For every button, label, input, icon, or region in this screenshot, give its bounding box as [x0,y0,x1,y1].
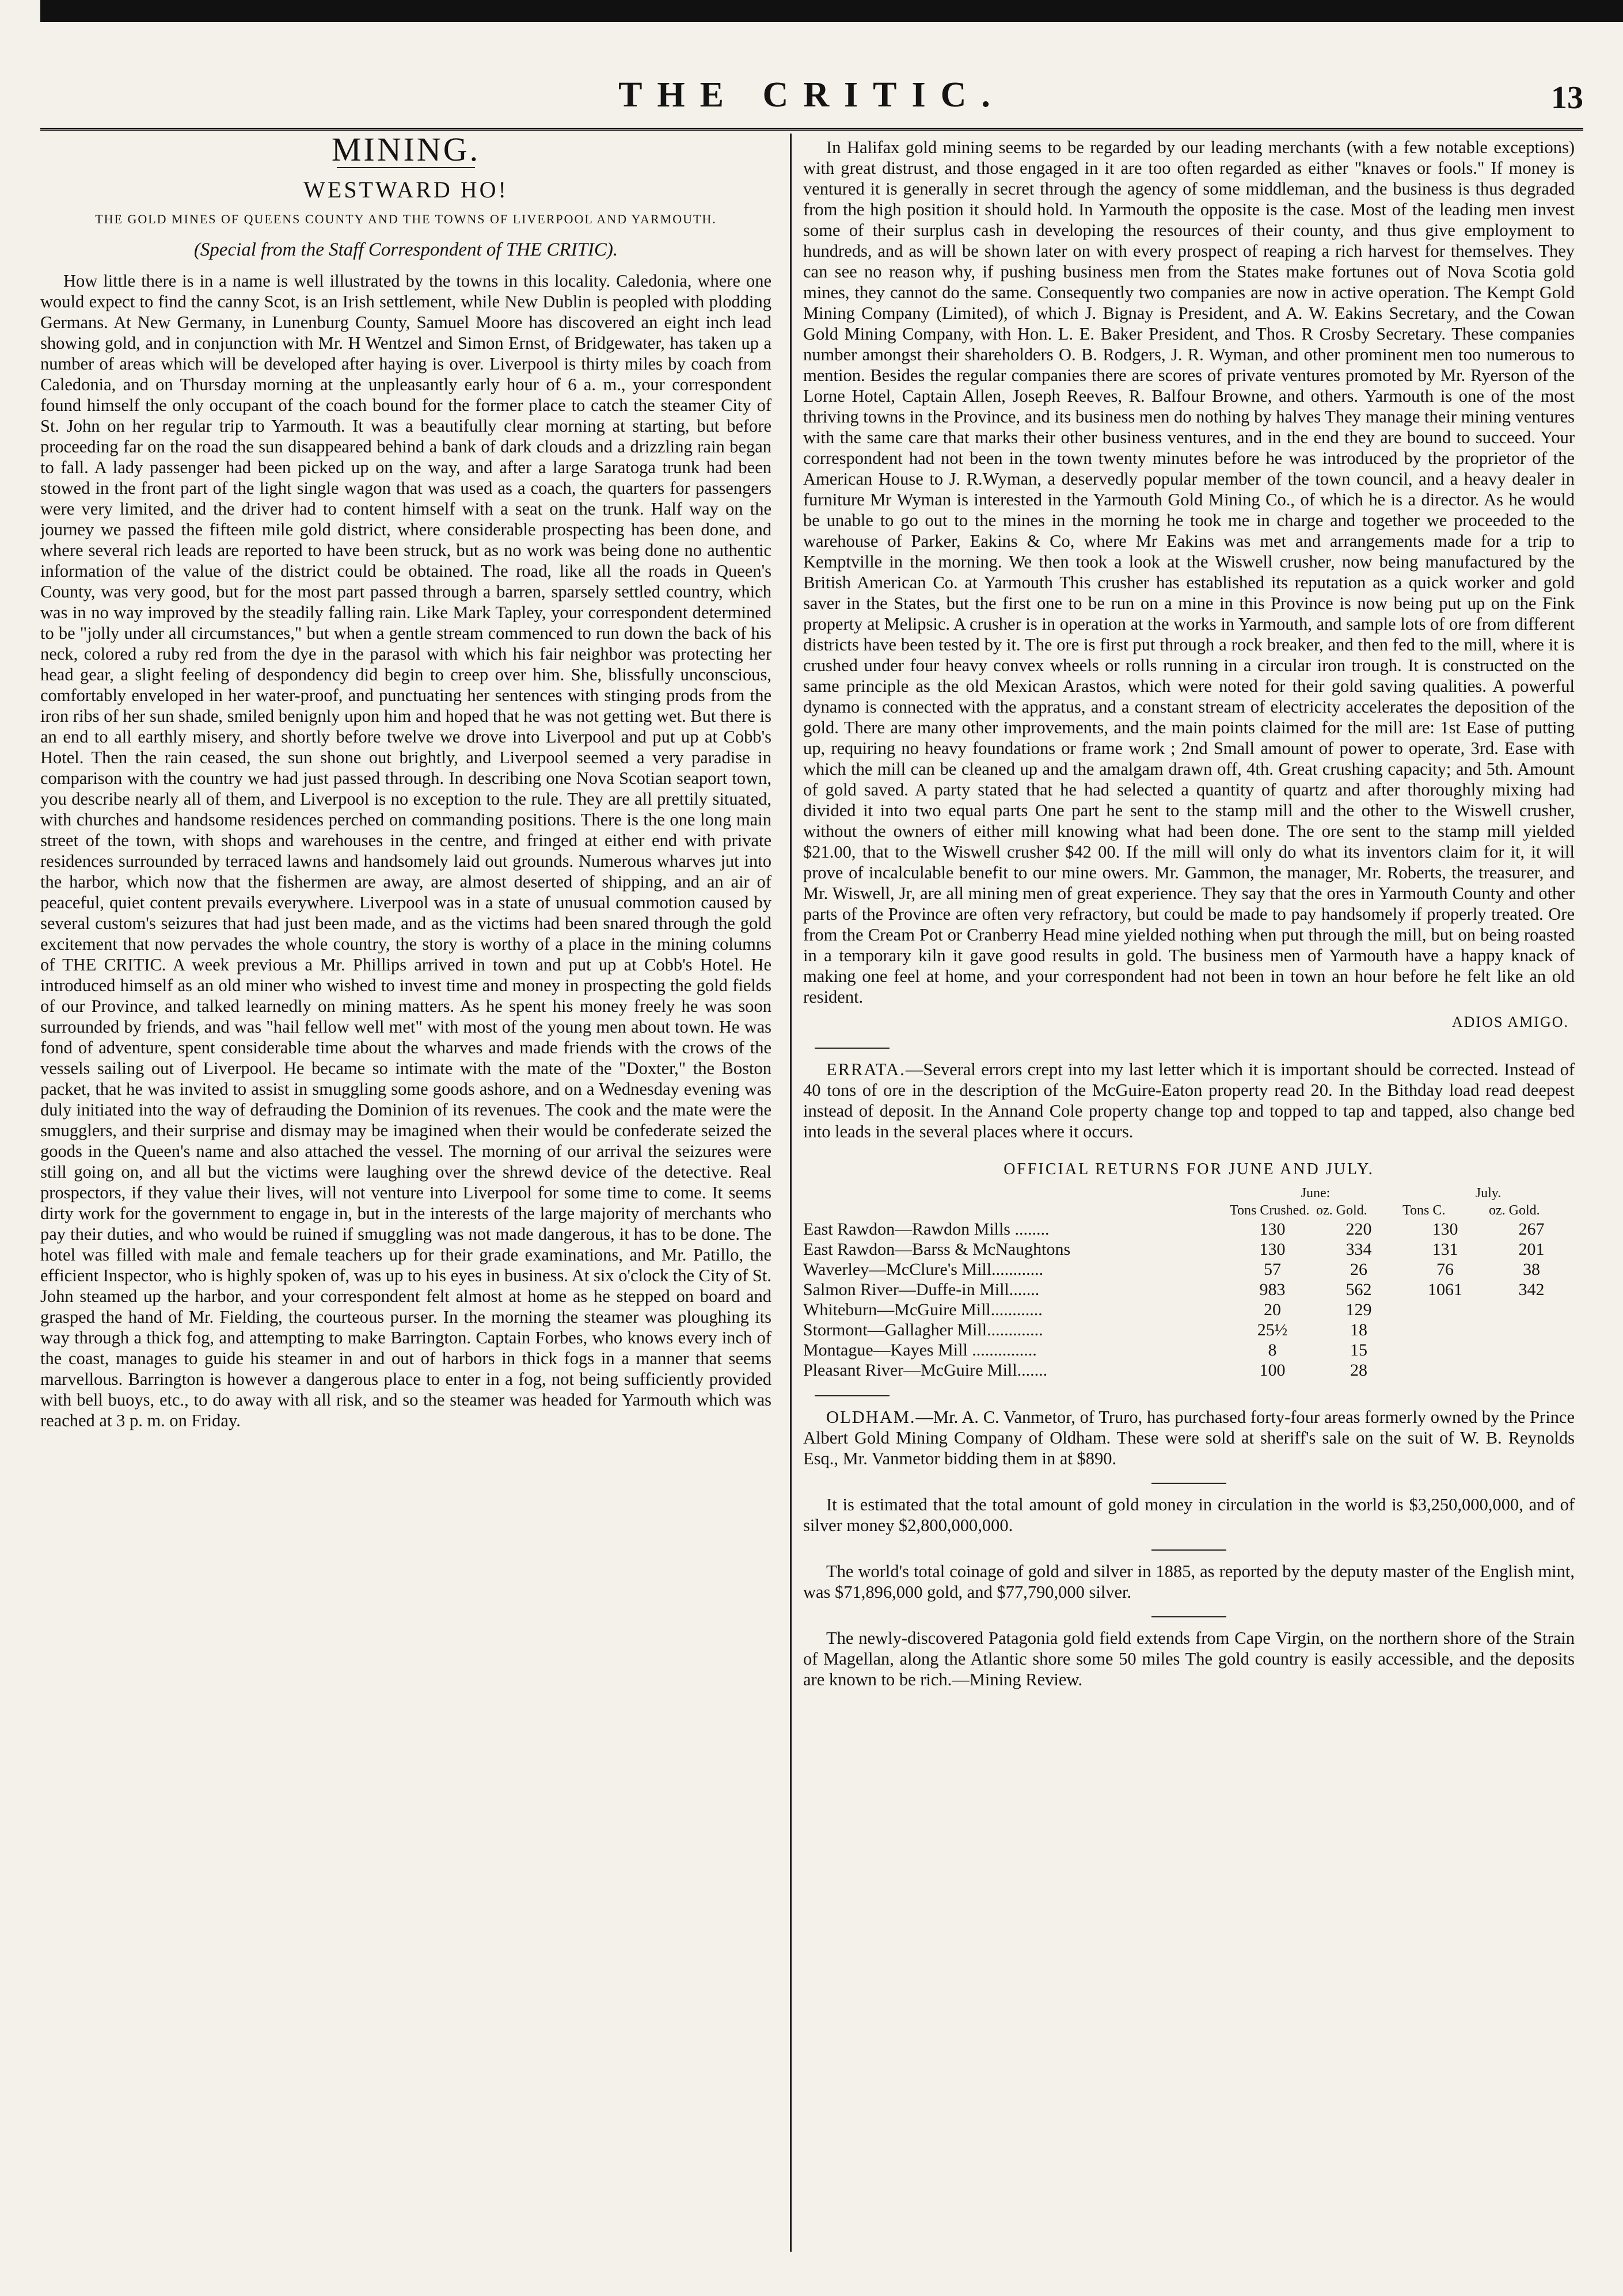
july-oz: 38 [1523,1260,1540,1279]
june-tons: 57 [1264,1260,1281,1279]
oldham-text: —Mr. A. C. Vanmetor, of Truro, has purchased forty-four areas formerly owned by the Prince Albert Gold Mining Company of Oldham. These were sold at sheriff's sale on the suit of W. B. Reynolds Esq., Mr. Vanmetor bidding them in at $890. [803,1407,1575,1468]
july-tons [1402,1360,1488,1380]
june-oz: 220 [1345,1220,1372,1239]
article-paragraph-1: How little there is in a name is well illustrated by the towns in this locality. Caledonia, where one would expect to find the canny Scot, is an Irish settlement, while New Dublin is peopled with plodding Germans. At New Germany, in Lunenburg County, Samuel Moore has discovered an eight inch lead showing gold, and in conjunction with Mr. H Wentzel and Simon Ernst, of Bridgewater, has taken up a number of areas which will be developed after haying is over. Liverpool is thirty miles by coach from Caledonia, and on Thursday morning at the unpleasantly early hour of 6 a. m., your correspondent found himself the only occupant of the coach bound for the former place to catch the steamer City of St. John on her regular trip to Yarmouth. It was a beautifully clear morning at starting, but before proceeding far on the road the sun disappeared behind a bank of dark clouds and a drizzling rain began to fall. A lady passenger had been picked up on the way, and after a large Saratoga trunk had been stowed in the front part of the light single wagon that was used as a coach, the quarters for passengers were very limited, and the driver had to content himself with a seat on the trunk. Half way on the journey we passed the fifteen mile gold district, where considerable prospecting has been done, and where several rich leads are reported to have been struck, but as no work was being done no authentic information of the value of the district could be obtained. The road, like all the roads in Queen's County, was very good, but for the most part passed through a barren, sparsely settled country, which was in no way improved by the steadily falling rain. Like Mark Tapley, your correspondent determined to be "jolly under all circumstances," but when a gentle stream commenced to run down the back of his neck, colored a ruby red from the dye in the parasol with which his fair neighbor was protecting her head gear, a slight feeling of despondency did begin to creep over him. She, blissfully unconscious, comfortably enveloped in her water-proof, and punctuating her sentences with stinging prods from the iron ribs of her sun shade, smiled benignly upon him and hoped that he was not getting wet. But there is an end to all earthly misery, and shortly before twelve we drove into Liverpool and put up at Cobb's Hotel. Then the rain ceased, the sun shone out brightly, and Liverpool seemed a very paradise in comparison with the country we had just passed through. In describing one Nova Scotian seaport town, you describe nearly all of them, and Liverpool is no exception to the rule. They are all prettily situated, with churches and handsome residences perched on commanding positions. There is the one long main street of the town, with shops and warehouses in the centre, and fringed at either end with private residences surrounded by terraced lawns and handsomely laid out grounds. Numerous wharves jut into the harbor, which now that the fishermen are away, are almost deserted of shipping, and an air of peaceful, quiet content prevails everywhere. Liverpool was in a state of unusual commotion caused by several custom's seizures that had just been made, and as the victims had been snared through the gold excitement that now pervades the whole country, the story is worthy of a place in the mining columns of THE CRITIC. A week previous a Mr. Phillips arrived in town and put up at Cobb's Hotel. He introduced himself as an old miner who wished to invest time and money in prospecting the gold fields of our Province, and talked learnedly on mining matters. As he spent his money freely he was soon surrounded by friends, and was "hail fellow well met" with most of the young men about town. He was fond of adventure, spent considerable time about the wharves and made friends with the crows of the vessels sailing out of Liverpool. He became so intimate with the mate of the "Doxter," the Boston packet, that he was invited to assist in smuggling some goods ashore, and on a Wednesday evening was duly initiated into the way of defrauding the Dominion of its revenues. The cook and the mate were the smugglers, and their surprise and dismay may be imagined when their would be confederate seized the goods in the Queen's name and also attached the vessel. The morning of our arrival the seizures were still going on, and all but the victims were laughing over the shrewd device of the detective. Real prospectors, if they value their lives, will not venture into Liverpool for some time to come. It seems dirty work for the government to engage in, but in the interests of the large majority of merchants who pay their duties, and who would be ruined if smuggling was not made dangerous, it has to be done. The hotel was filled with male and female teachers up for their grade examinations, and Mr. Patillo, the efficient Inspector, who is highly spoken of, was up to his eyes in business. At six o'clock the City of St. John steamed up the harbor, and your correspondent felt almost at home as he stepped on board and grasped the hand of Mr. Fielding, the courteous purser. In the morning the steamer was ploughing its way through a thick fog, and attempting to make Barrington. Captain Forbes, who knows every inch of the coast, manages to guide his steamer in and out of harbors in thick fogs in a manner that seems marvellous. Barrington is however a dangerous place to enter in a fog, not being sufficiently provided with bell buoys, etc., to do away with all risk, and so the steamer was headed for Yarmouth which was reached at 3 p. m. on Friday. [40,271,771,1430]
june-oz: 334 [1345,1240,1372,1259]
july-oz [1488,1320,1575,1340]
oldham-paragraph [803,1407,1575,1469]
june-oz: 28 [1350,1361,1367,1380]
mill-name: Salmon River—Duffe-in Mill....... [803,1280,1040,1299]
errata-text: —Several errors crept into my last letter which it is important should be corrected. Instead of 40 tons of ore in the description of the McGuire-Eaton property read 20. In the Bithday load read deepest instead of deposit. In the Annand Cole property change top and topped to tap and tapped, also change bed into leads in the several places where it occurs. [803,1060,1575,1141]
mill-name: Stormont—Gallagher Mill............. [803,1320,1043,1339]
returns-subheader-blank [803,1202,1229,1219]
july-oz: 342 [1518,1280,1545,1299]
mill-name: Waverley—McClure's Mill............ [803,1260,1044,1279]
july-oz [1488,1340,1575,1360]
note-paragraph: The world's total coinage of gold and silver in 1885, as reported by the deputy master of the English mint, was $71,896,000 gold, and $77,790,000 silver. [803,1562,1575,1602]
june-oz: 129 [1345,1300,1372,1319]
table-row [803,1219,1575,1239]
page-number: 13 [1551,80,1583,116]
subheader-june-tons: Tons Crushed. [1230,1203,1310,1218]
article-paragraph-2: In Halifax gold mining seems to be regarded by our leading merchants (with a few notable exceptions) with great distrust, and those engaged in it are too often regarded as either "knaves or fools." If money is ventured it is generally in secret through the agency of some middleman, and the business is thus degraded from the high position it should hold. In Yarmouth the opposite is the case. Most of the leading men invest some of their surplus cash in developing the resources of their county, and thus give employment to hundreds, and as will be shown later on with every prospect of reaping a rich harvest for themselves. They can see no reason why, if pushing business men from the States make fortunes out of Nova Scotia gold mines, they cannot do the same. Consequently two companies are now in active operation. The Kempt Gold Mining Company (Limited), of which J. Bignay is President, and A. W. Eakins Secretary, and the Cowan Gold Mining Company, with Hon. L. E. Baker President, and Thos. R Crosby Secretary. These companies number amongst their shareholders O. B. Rodgers, J. R. Wyman, and other prominent men too numerous to mention. Besides the regular companies there are scores of private ventures promoted by Mr. Ryerson of the Lorne Hotel, Captain Allen, Joseph Reeves, R. Balfour Browne, and others. Yarmouth is one of the most thriving towns in the Province, and its business men do nothing by halves They manage their mining ventures with the same care that marks their other business ventures, and in the end they are bound to succeed. Your correspondent had not been in the town twenty minutes before he was introduced by the proprietor of the American House to J. R.Wyman, a deservedly popular member of the town council, and a heavy dealer in furniture Mr Wyman is interested in the Yarmouth Gold Mining Co., of which he is a director. As he would be unable to go out to the mines in the morning he took me in charge and together we proceeded to the warehouse of Parker, Eakins & Co, where Mr Eakins was met and arrangements made for a trip to Kemptville in the morning. We then took a look at the Wiswell crusher, now being manufactured by the British American Co. at Yarmouth This crusher has established its reputation as a quick worker and gold saver in the States, but the first one to be run on a mine in this Province is now being put up on the Fink property at Melipsic. A crusher is in operation at the works in Yarmouth, and sample lots of ore from different districts have been tested by it. The ore is first put through a rock breaker, and then fed to the mill, where it is crushed under four heavy convex wheels or rolls running in a circular iron trough. It is constructed on the same principle as the old Mexican Arastos, which were noted for their gold saving qualities. A powerful dynamo is connected with the appratus, and a constant stream of electricity accelerates the deposition of the gold. There are many other improvements, and the main points claimed for the mill are: 1st Ease of putting up, requiring no heavy foundations or frame work ; 2nd Small amount of power to operate, 3rd. Ease with which the mill can be cleaned up and the amalgam drawn off, 4th. Great crushing capacity; and 5th. Amount of gold saved. A party stated that he had selected a quantity of quartz and after thoroughly mixing had divided it into two equal parts One part he sent to the stamp mill and the other to the Wiswell crusher, without the owners of either mill knowing what had been done. The ore sent to the stamp mill yielded $21.00, that to the Wiswell crusher $42 00. If the mill will only do what its inventors claim for it, it will prove of incalculable benefit to our mine owers. Mr. Gammon, the manager, Mr. Roberts, the treasurer, and Mr. Wiswell, Jr, are all mining men of great experience. They say that the ores in Yarmouth County and other parts of the Province are often very refractory, but could be made to pay handsomely if properly treated. Ore from the Cream Pot or Cranberry Head mine yielded nothing when put through the mill, but on being roasted in a temporary kiln it gave good results in gold. The business men of Yarmouth have a happy knack of making one feel at home, and your correspondent had not been in town an hour before he felt like an old resident. [803,138,1575,1007]
note-paragraph: It is estimated that the total amount of gold money in circulation in the world is $3,250,000,000, and of silver money $2,800,000,000. [803,1495,1575,1535]
separator-rule [815,1395,890,1396]
table-row [803,1360,1575,1380]
column-divider [790,134,792,2252]
note-paragraph: The newly-discovered Patagonia gold field extends from Cape Virgin, on the northern shore of the Strain of Magellan, along the Atlantic shore some 50 miles The gold country is easily accessible, and the deposits are known to be rich.—Mining Review. [803,1628,1575,1689]
subheader-july-oz: oz. Gold. [1489,1203,1540,1218]
mill-name: Whiteburn—McGuire Mill............ [803,1300,1043,1319]
july-label: July. [1475,1186,1502,1201]
july-tons: 131 [1432,1240,1458,1259]
mill-name: Montague—Kayes Mill ............... [803,1341,1037,1360]
article-byline: (Special from the Staff Correspondent of THE CRITIC). [193,239,618,260]
july-tons: 76 [1436,1260,1454,1279]
oldham-label: OLDHAM. [826,1407,916,1427]
section-title: MINING. [331,131,481,168]
june-oz: 26 [1350,1260,1367,1279]
table-row [803,1259,1575,1280]
june-oz: 18 [1350,1320,1367,1339]
mill-name: East Rawdon—Barss & McNaughtons [803,1240,1071,1259]
returns-subheader-row [803,1202,1575,1219]
returns-header-blank [803,1185,1229,1202]
header-rule [40,128,1583,131]
june-tons: 8 [1268,1341,1277,1360]
june-tons: 20 [1264,1300,1281,1319]
table-row [803,1239,1575,1259]
subheader-june-oz: oz. Gold. [1316,1203,1367,1218]
june-tons: 100 [1259,1361,1286,1380]
june-tons: 130 [1259,1220,1286,1239]
mill-name: East Rawdon—Rawdon Mills ........ [803,1220,1050,1239]
returns-table [803,1185,1575,1380]
separator-rule [1151,1549,1226,1551]
july-oz: 201 [1518,1240,1545,1259]
july-tons: 130 [1432,1220,1458,1239]
separator-rule [1151,1483,1226,1484]
june-oz: 562 [1345,1280,1372,1299]
left-column [40,131,771,1431]
july-tons [1402,1320,1488,1340]
top-border-bar [40,0,1623,22]
july-tons: 1061 [1428,1280,1462,1299]
article-deck: THE GOLD MINES OF QUEENS COUNTY AND THE TOWNS OF LIVERPOOL AND YARMOUTH. [95,212,717,226]
separator-rule [1151,1616,1226,1617]
july-oz [1488,1360,1575,1380]
table-row [803,1340,1575,1360]
returns-header-row [803,1185,1575,1202]
june-tons: 25½ [1257,1320,1288,1339]
article-signature: ADIOS AMIGO. [1451,1014,1569,1030]
page-header [40,69,1583,132]
table-row [803,1300,1575,1320]
mill-name: Pleasant River—McGuire Mill....... [803,1361,1048,1380]
june-label: June: [1301,1186,1331,1201]
july-tons [1402,1300,1488,1320]
article-subtitle: WESTWARD HO! [303,177,508,203]
june-tons: 130 [1259,1240,1286,1259]
subheader-july-tons: Tons C. [1402,1203,1446,1218]
table-row [803,1320,1575,1340]
separator-rule [815,1048,890,1049]
errata-label: ERRATA. [826,1060,906,1079]
june-tons: 983 [1259,1280,1286,1299]
july-oz [1488,1300,1575,1320]
returns-table-title: OFFICIAL RETURNS FOR JUNE AND JULY. [1004,1160,1374,1178]
right-column [803,137,1575,1690]
table-row [803,1280,1575,1300]
june-oz: 15 [1350,1341,1367,1360]
errata-paragraph [803,1059,1575,1142]
july-tons [1402,1340,1488,1360]
july-oz: 267 [1518,1220,1545,1239]
masthead: THE CRITIC. [618,75,1005,115]
